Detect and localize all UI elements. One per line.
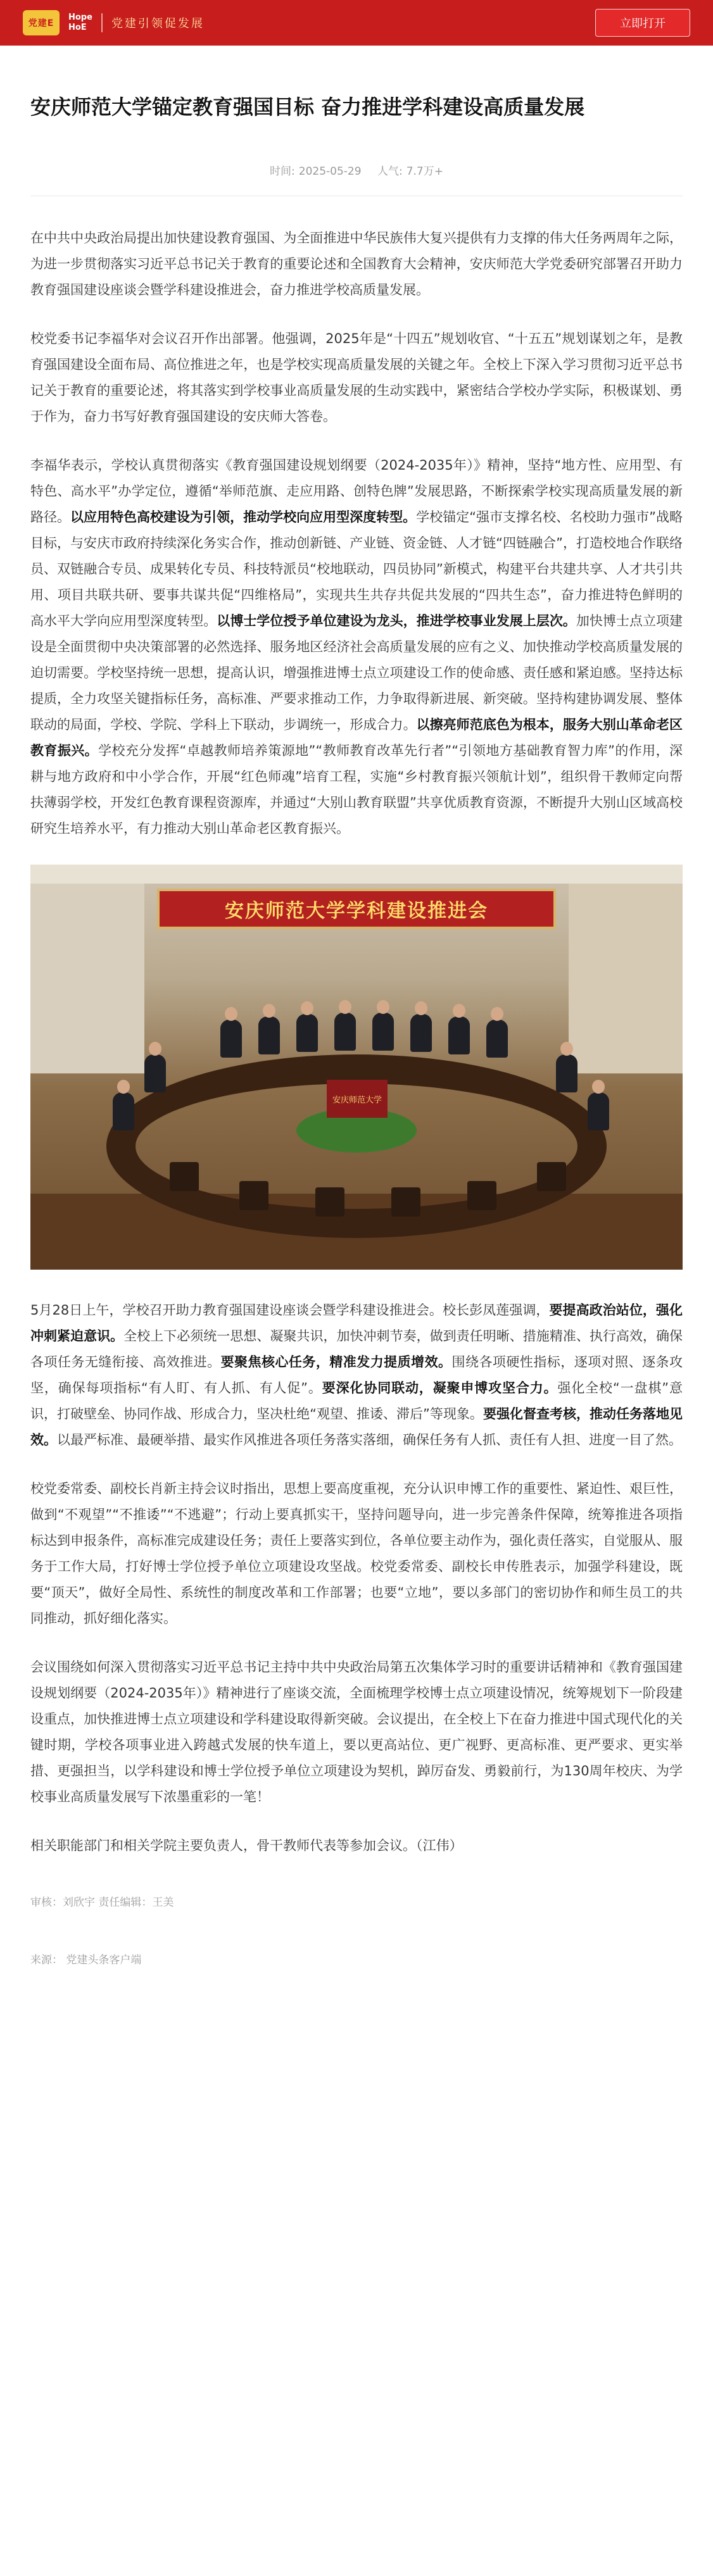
p4-bold-h: 要强化督查考核，推动任务落地见效。 — [30, 1406, 683, 1447]
p4-text-a: 5月28日上午，学校召开助力教育强国建设座谈会暨学科建设推进会。校长彭凤莲强调， — [30, 1303, 550, 1318]
p4-text-c: 全校上下必须统一思想、凝聚共识，加快冲刺节奏，做到责任明晰、措施精准、执行高效，确保各项任务无缝衔接、高效推进。 — [30, 1329, 683, 1370]
paragraph-4 — [30, 1297, 683, 1453]
photo-wall-right — [569, 884, 683, 1073]
p3-text-a: 李福华表示，学校认真贯彻落实《教育强国建设规划纲要（2024-2035年）》精神，坚持“地方性、应用型、有特色、高水平”办学定位，遵循“举师范旗、走应用路、创特色牌”发展思路，不断探索学校实现高质量发展的新路径。 — [30, 458, 683, 525]
photo-ceiling — [30, 865, 683, 884]
p3-text-c: 学校锚定“强市支撑名校、名校助力强市”战略目标，与安庆市政府持续深化务实合作，推动创新链、产业链、资金链、人才链“四链融合”，打造校地合作联络员、双链融合专员、成果转化专员、科技特派员“校地联动，四员协同”新模式，构建平台共建共享、人才共引共用、项目共联共研、要事共谋共促“四维格局”，实现共生共存共促共发展的“四共生态”，奋力推进特色鲜明的高水平大学向应用型深度转型。 — [30, 510, 683, 628]
article-title: 安庆师范大学锚定教育强国目标 奋力推进学科建设高质量发展 — [30, 95, 585, 119]
attendee — [410, 1014, 432, 1052]
chair — [170, 1162, 199, 1191]
p3-bold-f: 以擦亮师范底色为根本，服务大别山革命老区教育振兴。 — [30, 717, 683, 758]
attendee — [556, 1054, 577, 1092]
photo-wall-left — [30, 884, 144, 1073]
top-bar — [0, 0, 713, 46]
time-label: 时间: — [270, 165, 295, 178]
paragraph-6: 会议围绕如何深入贯彻落实习近平总书记主持中共中央政治局第五次集体学习时的重要讲话精神和《教育强国建设规划纲要（2024-2035年）》精神进行了座谈交流，全面梳理学校博士点立项建设情况，统筹规划下一阶段建设重点，加快推进博士点立项建设和学科建设取得新突破。会议提出，在全校上下在奋力推进中国式现代化的关键时期，学校各项事业进入跨越式发展的快车道上，要以更高站位、更广视野、更高标准、更严要求、更实举措、更强担当，以学科建设和博士学位授予单位立项建设为契机，踔厉奋发、勇毅前行，为130周年校庆、为学校事业高质量发展写下浓墨重彩的一笔！ — [30, 1660, 683, 1804]
article — [0, 92, 713, 1966]
attendee — [486, 1020, 508, 1058]
paragraph-1: 在中共中央政治局提出加快建设教育强国、为全面推进中华民族伟大复兴提供有力支撑的伟大任务两周年之际，为进一步贯彻落实习近平总书记关于教育的重要论述和全国教育大会精神，安庆师范大学党委研究部署召开助力教育强国建设座谈会暨学科建设推进会，奋力推进学校高质量发展。 — [30, 230, 683, 297]
p3-bold-d: 以博士学位授予单位建设为龙头，推进学校事业发展上层次。 — [217, 613, 576, 628]
chair — [537, 1162, 566, 1191]
attendee — [588, 1092, 609, 1130]
chair — [239, 1181, 268, 1210]
paragraph-2: 校党委书记李福华对会议召开作出部署。他强调，2025年是“十四五”规划收官、“十五五”规划谋划之年，是教育强国建设全面布局、高位推进之年，也是学校实现高质量发展的关键之年。全校上下深入学习贯彻习近平总书记关于教育的重要论述，将其落实到学校事业高质量发展的生动实践中，紧密结合学校办学实际，积极谋划、勇于作为，奋力书写好教育强国建设的安庆师大答卷。 — [30, 331, 683, 424]
p4-text-i: 以最严标准、最硬举措、最实作风推进各项任务落实落细，确保任务有人抓、责任有人担、进度一目了然。 — [57, 1432, 682, 1447]
chair — [467, 1181, 496, 1210]
attendee — [258, 1016, 280, 1054]
paragraph-5: 校党委常委、副校长肖新主持会议时指出，思想上要高度重视，充分认识申博工作的重要性、紧迫性、艰巨性，做到“不观望”“不推诿”“不逃避”；行动上要真抓实干，坚持问题导向，进一步完善条件保障，统筹推进各项指标达到申报条件，高标准完成建设任务；责任上要落实到位，各单位要主动作为，强化责任落实，自觉服从、服务于工作大局，打好博士学位授予单位立项建设攻坚战。校党委常委、副校长申传胜表示，加强学科建设，既要“顶天”，做好全局性、系统性的制度改革和工作部署；也要“立地”，要以多部门的密切协作和师生员工的共同推动，抓好细化落实。 — [30, 1481, 683, 1626]
attendee — [144, 1054, 166, 1092]
brand-divider — [101, 13, 103, 32]
open-app-button[interactable]: 立即打开 — [595, 9, 690, 37]
meeting-photo — [30, 865, 683, 1270]
p4-bold-b: 要提高政治站位，强化冲刺紧迫意识。 — [30, 1303, 683, 1344]
paragraph-3 — [30, 453, 683, 842]
attendee — [448, 1016, 470, 1054]
attendee — [296, 1014, 318, 1052]
p4-bold-d: 要聚焦核心任务，精准发力提质增效。 — [220, 1354, 452, 1370]
chair — [391, 1187, 420, 1216]
p3-text-e: 加快博士点立项建设是全面贯彻中央决策部署的必然选择、服务地区经济社会高质量发展的应有之义、加快推动学校高质量发展的迫切需要。学校坚持统一思想，提高认识，增强推进博士点立项建设工作的使命感、责任感和紧迫感。坚持达标提质，全力攻坚关键指标任务，高标准、严要求推动工作，力争取得新进展、新突破。坚持构建协调发展、整体联动的局面，学校、学院、学科上下联动，步调统一，形成合力。 — [30, 613, 683, 732]
brand — [23, 10, 205, 35]
secondary-logo-line1: Hope — [68, 13, 92, 22]
p3-bold-b: 以应用特色高校建设为引领，推动学校向应用型深度转型。 — [70, 510, 417, 525]
popularity-value: 7.7万+ — [406, 165, 443, 178]
meeting-banner: 安庆师范大学学科建设推进会 — [157, 889, 556, 929]
secondary-logo-line2: HoE — [68, 23, 87, 32]
source: 来源： 党建头条客户端 — [30, 1954, 142, 1966]
secondary-logo — [68, 13, 92, 33]
chair — [315, 1187, 344, 1216]
app-logo: 党建E — [23, 10, 60, 35]
slogan: 党建引领促发展 — [111, 17, 205, 30]
p3-text-g: 学校充分发挥“卓越教师培养策源地”“教师教育改革先行者”“引领地方基础教育智力库”的作用，深耕与地方政府和中小学合作，开展“红色师魂”培育工程，实施“乡村教育振兴领航计划”，组织骨干教师定向帮扶薄弱学校，开发红色教育课程资源库，并通过“大别山教育联盟”共享优质教育资源，不断提升大别山区域高校研究生培养水平，有力推动大别山革命老区教育振兴。 — [30, 743, 683, 836]
time-value: 2025-05-29 — [298, 165, 362, 178]
attendee — [113, 1092, 134, 1130]
p4-text-g: 强化全校“一盘棋”意识，打破壁垒、协同作战、形成合力，坚决杜绝“观望、推诿、滞后”等现象。 — [30, 1380, 683, 1422]
podium-sign: 安庆师范大学 — [327, 1080, 388, 1118]
article-footer — [30, 1893, 683, 1966]
article-body — [30, 225, 683, 1859]
p4-bold-f: 要深化协同联动，凝聚申博攻坚合力。 — [322, 1380, 558, 1396]
p4-text-e: 围绕各项硬性指标，逐项对照、逐条攻坚，确保每项指标“有人盯、有人抓、有人促”。 — [30, 1354, 683, 1396]
review-editor: 审核：刘欣宇 责任编辑：王美 — [30, 1896, 174, 1909]
attendee — [372, 1013, 394, 1051]
popularity-label: 人气: — [377, 165, 403, 178]
attendee — [220, 1020, 242, 1058]
article-meta — [30, 162, 683, 178]
paragraph-7: 相关职能部门和相关学院主要负责人，骨干教师代表等参加会议。（江伟） — [30, 1838, 463, 1853]
attendee — [334, 1013, 356, 1051]
